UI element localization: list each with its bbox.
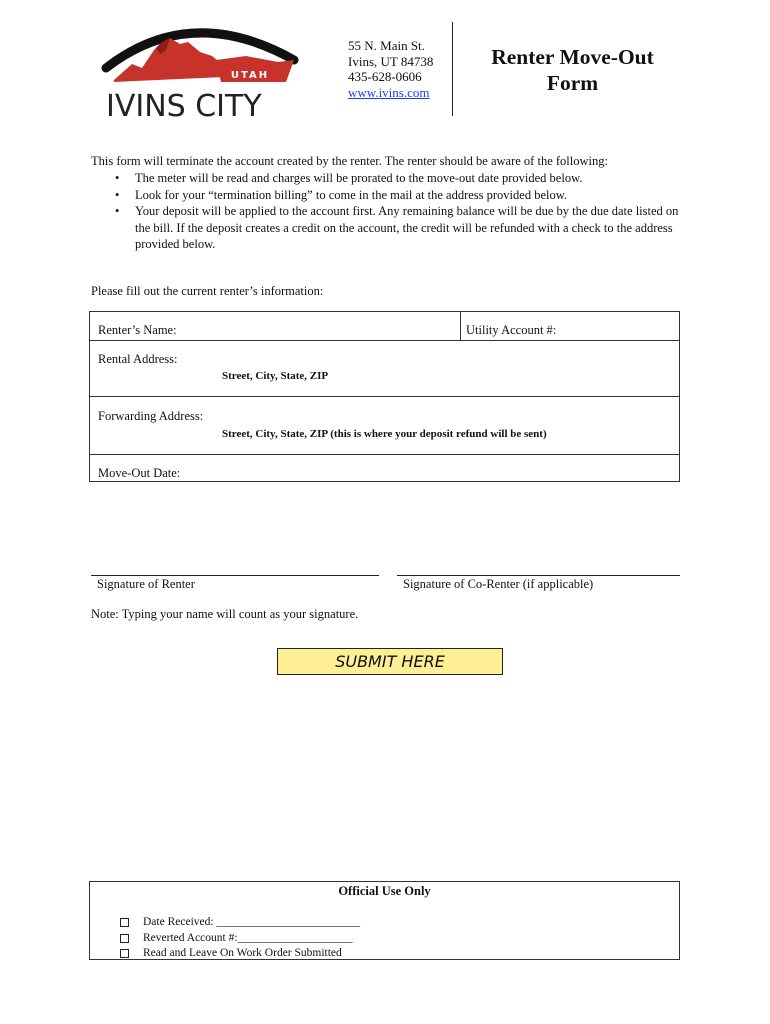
intro-text: This form will terminate the account created by the renter. The renter should be aware of the following: xyxy=(91,154,608,168)
renter-signature-label: Signature of Renter xyxy=(97,577,195,591)
bullet-item: • Your deposit will be applied to the account first. Any remaining balance will be due by the due date listed on the bill. If the deposit creates a credit on the account, the credit will be refunded with a check to the address provided below. xyxy=(110,203,680,253)
co-renter-signature-label: Signature of Co-Renter (if applicable) xyxy=(403,577,594,591)
ivins-city-logo xyxy=(96,20,301,125)
official-item-work-order xyxy=(120,947,342,959)
renter-name-field[interactable] xyxy=(186,314,456,338)
checkbox[interactable] xyxy=(120,949,129,958)
move-out-date-field[interactable] xyxy=(190,456,670,478)
official-item-label: Reverted Account #:____________________ xyxy=(143,932,353,944)
signature-note: Note: Typing your name will count as your signature. xyxy=(91,607,359,621)
street-address: 55 N. Main St. xyxy=(348,38,425,53)
header-divider xyxy=(452,22,453,116)
move-out-date-label: Move-Out Date: xyxy=(98,466,181,480)
renter-info-table xyxy=(89,311,680,482)
rental-address-hint: Street, City, State, ZIP xyxy=(222,370,329,382)
official-item-date-received xyxy=(120,916,360,928)
rental-address-row xyxy=(90,340,679,397)
co-renter-signature-line[interactable] xyxy=(397,575,680,576)
submit-button[interactable]: SUBMIT HERE xyxy=(277,648,503,675)
intro-bullet-list xyxy=(110,170,680,253)
checkbox[interactable] xyxy=(120,934,129,943)
form-title xyxy=(470,44,675,96)
forwarding-address-row xyxy=(90,396,679,455)
city-state-zip: Ivins, UT 84738 xyxy=(348,53,434,69)
rental-address-field[interactable] xyxy=(190,344,670,366)
official-item-label: Date Received: _________________________ xyxy=(143,916,361,928)
utility-account-field[interactable] xyxy=(570,314,675,338)
bullet-item: • The meter will be read and charges will be prorated to the move-out date provided below. xyxy=(110,170,680,187)
logo-state-text: UTAH xyxy=(230,70,270,81)
forwarding-address-label: Forwarding Address: xyxy=(98,409,204,423)
bullet-item: • Look for your “termination billing” to come in the mail at the address provided below. xyxy=(110,187,680,204)
logo-graphic xyxy=(96,20,301,125)
rental-address-label: Rental Address: xyxy=(98,352,178,366)
logo-city-text: IVINS CITY xyxy=(106,89,262,124)
form-prompt: Please fill out the current renter’s information: xyxy=(91,284,324,298)
form-title-line-1: Renter Move-Out xyxy=(491,45,654,69)
move-out-date-row xyxy=(90,454,679,481)
forwarding-address-hint: Street, City, State, ZIP (this is where your deposit refund will be sent) xyxy=(222,428,547,440)
website-link[interactable]: www.ivins.com xyxy=(348,84,430,100)
official-item-label: Read and Leave On Work Order Submitted xyxy=(143,947,342,959)
form-title-line-2: Form xyxy=(546,71,599,95)
city-address-block xyxy=(348,38,433,100)
official-use-title: Official Use Only xyxy=(338,884,431,898)
renter-signature-line[interactable] xyxy=(91,575,379,576)
utility-account-label: Utility Account #: xyxy=(466,323,557,337)
forwarding-address-field[interactable] xyxy=(216,400,671,422)
renter-name-label: Renter’s Name: xyxy=(98,323,177,337)
renter-name-row xyxy=(90,312,679,341)
cell-divider xyxy=(460,312,461,340)
phone-number: 435-628-0606 xyxy=(348,69,422,84)
official-item-reverted-account xyxy=(120,932,353,944)
checkbox[interactable] xyxy=(120,918,129,927)
official-use-box xyxy=(89,881,680,960)
